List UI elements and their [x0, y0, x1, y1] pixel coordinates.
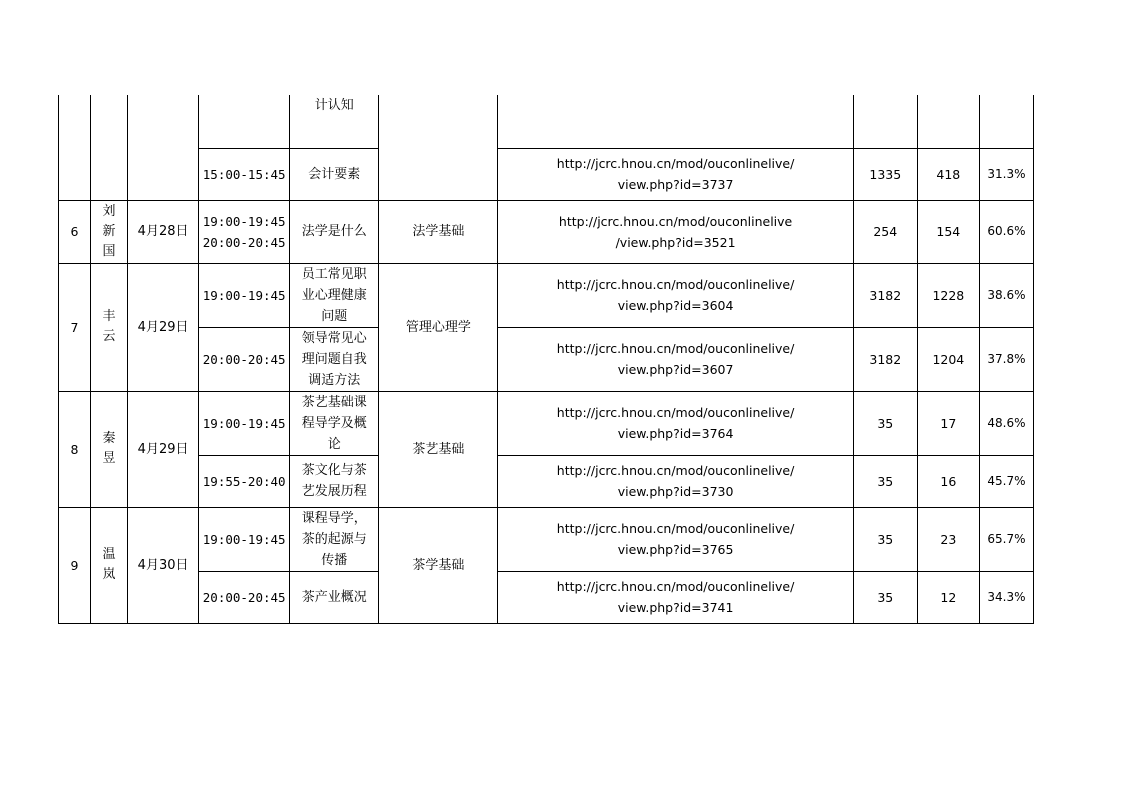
viewers-cell: 1228 [917, 263, 979, 327]
lesson-cell: 员工常见职业心理健康问题 [290, 263, 379, 327]
enrolled-cell [853, 95, 917, 148]
course-cell: 茶学基础 [379, 507, 498, 623]
url-line: http://jcrc.hnou.cn/mod/ouconlinelive/ [556, 156, 795, 171]
enrolled-cell: 35 [853, 507, 917, 571]
url-line: view.php?id=3764 [617, 426, 734, 441]
table-row [59, 391, 1034, 455]
rate-cell: 31.3% [979, 148, 1033, 200]
enrolled-cell: 1335 [853, 148, 917, 200]
url-cell[interactable] [498, 391, 853, 455]
url-line: view.php?id=3604 [617, 298, 734, 313]
no-cell: 8 [59, 391, 91, 507]
url-cell [498, 95, 853, 148]
time-cell: 20:00-20:45 [199, 571, 290, 623]
table-row [59, 327, 1034, 391]
enrolled-cell: 35 [853, 455, 917, 507]
table-row [59, 95, 1034, 148]
url-cell[interactable] [498, 327, 853, 391]
viewers-cell: 154 [917, 200, 979, 263]
course-cell: 法学基础 [379, 200, 498, 263]
table-row [59, 571, 1034, 623]
url-line: http://jcrc.hnou.cn/mod/ouconlinelive/ [556, 521, 795, 536]
lesson-cell: 茶艺基础课程导学及概论 [290, 391, 379, 455]
viewers-cell: 1204 [917, 327, 979, 391]
teacher-cell [91, 95, 128, 200]
viewers-cell: 17 [917, 391, 979, 455]
time-cell: 19:00-19:45 [199, 507, 290, 571]
no-cell [59, 95, 91, 200]
time-cell: 19:55-20:40 [199, 455, 290, 507]
table-row [59, 507, 1034, 571]
time-cell: 20:00-20:45 [199, 327, 290, 391]
course-cell [379, 95, 498, 200]
url-line: http://jcrc.hnou.cn/mod/ouconlinelive/ [556, 277, 795, 292]
rate-cell: 65.7% [979, 507, 1033, 571]
url-line: view.php?id=3741 [617, 600, 734, 615]
lesson-cell: 茶文化与茶艺发展历程 [290, 455, 379, 507]
lesson-cell: 课程导学，茶的起源与传播 [290, 507, 379, 571]
url-line: /view.php?id=3521 [615, 234, 736, 250]
course-cell: 管理心理学 [379, 263, 498, 391]
table-row [59, 200, 1034, 263]
date-cell: 4月29日 [128, 391, 199, 507]
course-cell: 茶艺基础 [379, 391, 498, 507]
url-line: view.php?id=3765 [617, 542, 734, 557]
rate-cell: 48.6% [979, 391, 1033, 455]
url-line: view.php?id=3730 [617, 484, 734, 499]
viewers-cell: 418 [917, 148, 979, 200]
date-cell: 4月28日 [128, 200, 199, 263]
enrolled-cell: 35 [853, 571, 917, 623]
rate-cell: 38.6% [979, 263, 1033, 327]
time-cell: 19:00-19:45 [199, 391, 290, 455]
lesson-cell: 法学是什么 [290, 200, 379, 263]
rate-cell: 45.7% [979, 455, 1033, 507]
url-cell[interactable] [498, 263, 853, 327]
no-cell: 6 [59, 200, 91, 263]
date-cell: 4月29日 [128, 263, 199, 391]
lesson-cell: 会计要素 [290, 148, 379, 200]
teacher-cell: 刘新国 [91, 200, 128, 263]
url-line: http://jcrc.hnou.cn/mod/ouconlinelive/ [556, 341, 795, 356]
url-cell[interactable] [498, 148, 853, 200]
lesson-cell: 茶产业概况 [290, 571, 379, 623]
url-line: http://jcrc.hnou.cn/mod/ouconlinelive/ [556, 579, 795, 594]
rate-cell: 34.3% [979, 571, 1033, 623]
time-cell: 15:00-15:45 [199, 148, 290, 200]
viewers-cell [917, 95, 979, 148]
enrolled-cell: 35 [853, 391, 917, 455]
url-line: view.php?id=3737 [617, 177, 734, 192]
url-line: http://jcrc.hnou.cn/mod/ouconlinelive/ [556, 463, 795, 478]
url-cell[interactable] [498, 571, 853, 623]
url-cell[interactable] [498, 200, 853, 263]
teacher-cell: 温岚 [91, 507, 128, 623]
rate-cell [979, 95, 1033, 148]
lesson-cell: 计认知 [290, 95, 379, 148]
rate-cell: 60.6% [979, 200, 1033, 263]
time-cell [199, 95, 290, 148]
table-row [59, 148, 1034, 200]
teacher-cell: 丰云 [91, 263, 128, 391]
url-line: http://jcrc.hnou.cn/mod/ouconlinelive/ [556, 405, 795, 420]
viewers-cell: 12 [917, 571, 979, 623]
rate-cell: 37.8% [979, 327, 1033, 391]
url-line: http://jcrc.hnou.cn/mod/ouconlinelive [558, 213, 793, 229]
viewers-cell: 16 [917, 455, 979, 507]
live-course-table [58, 95, 1034, 624]
no-cell: 7 [59, 263, 91, 391]
time-cell: 19:00-19:45 20:00-20:45 [199, 200, 290, 263]
time-cell: 19:00-19:45 [199, 263, 290, 327]
schedule-sheet [58, 95, 1034, 624]
url-cell[interactable] [498, 455, 853, 507]
url-cell[interactable] [498, 507, 853, 571]
date-cell: 4月30日 [128, 507, 199, 623]
lesson-cell: 领导常见心理问题自我调适方法 [290, 327, 379, 391]
enrolled-cell: 3182 [853, 263, 917, 327]
enrolled-cell: 3182 [853, 327, 917, 391]
table-row [59, 263, 1034, 327]
viewers-cell: 23 [917, 507, 979, 571]
teacher-cell: 秦昱 [91, 391, 128, 507]
table-row [59, 455, 1034, 507]
url-line: view.php?id=3607 [617, 362, 734, 377]
no-cell: 9 [59, 507, 91, 623]
enrolled-cell: 254 [853, 200, 917, 263]
date-cell [128, 95, 199, 200]
